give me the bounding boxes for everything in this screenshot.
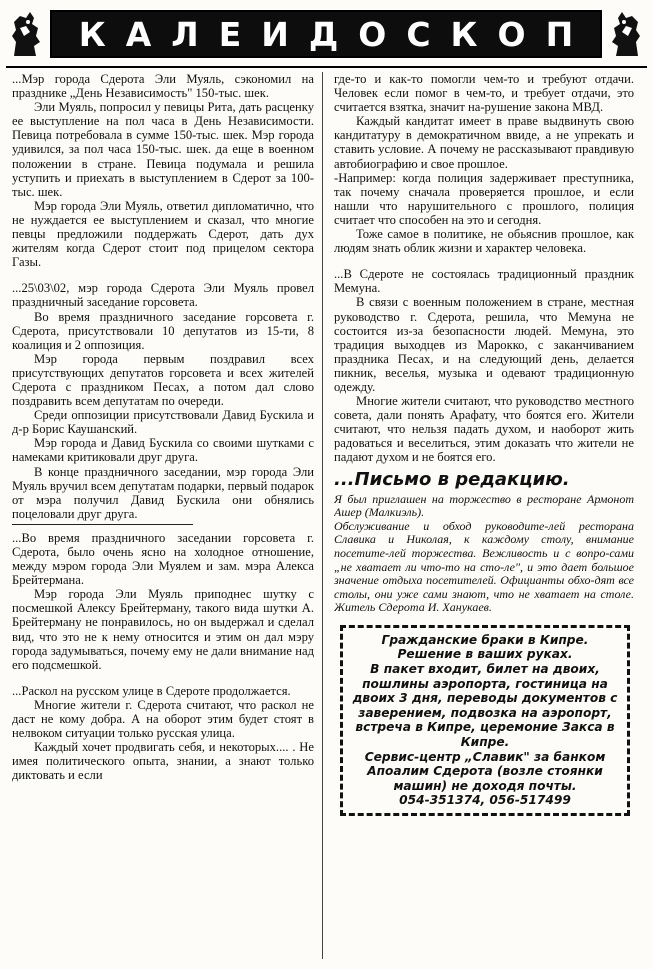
- letter-paragraph: Я был приглашен на торжество в ресторане Армонот Ашер (Малкиэль).: [334, 491, 634, 520]
- heraldic-lion-icon: [6, 8, 46, 60]
- masthead-rule: [6, 66, 647, 68]
- masthead-banner: [50, 10, 602, 58]
- paragraph: ...Мэр города Сдерота Эли Муяль, сэкономил на празднике „День Независимость" 150-тыс. шек.: [12, 72, 314, 101]
- masthead: [6, 4, 646, 66]
- paragraph: Во время праздничного заседание горсовета г. Сдерота, присутствовали 10 депутатов из 15-ти, 8 коалиция и 2 оппозиция.: [12, 309, 314, 352]
- letter-section: [334, 469, 634, 615]
- paragraph: Эли Муяль, попросил у певицы Рита, дать расценку ее выступление на пол часа в День Независимости. Певица потребовала в сумме 150-тыс. шек. Мэр города удивился, за пол часа 150-тыс. шек. да еще в военном положении в стране. Певица подумала и решила уступить и приехать в выступлением в Сдерот за 100-тыс. шек.: [12, 100, 314, 199]
- paragraph: Многие жители считают, что руководство местного совета, дали понять Арафату, что боятся его. Жители считают, что нельзя падать духом, и наоборот жить радоваться и веселиться, этим доказать что жители не падают духом и не боятся его.: [334, 394, 634, 465]
- paragraph: Каждый хочет продвигать себя, и некоторых.... . Не имея политического опыта, знании, а знают только диктовать и если: [12, 740, 314, 783]
- advertisement-box: [340, 625, 630, 816]
- right-column: [334, 72, 634, 963]
- paragraph: Среди оппозиции присутствовали Давид Бускила и д-р Борис Каушанский.: [12, 408, 314, 437]
- column-divider: [322, 72, 323, 959]
- paragraph: ...25\03\02, мэр города Сдерота Эли Муяль провел праздничный заседание горсовета.: [12, 281, 314, 310]
- left-column: [12, 72, 314, 963]
- letter-title: ...Письмо в редакцию.: [334, 468, 570, 490]
- paragraph: Многие жители г. Сдерота считают, что раскол не даст не кому добра. А на оборот этим будет стоят в нелвоком ситуации только русская улица.: [12, 697, 314, 741]
- paragraph: Каждый кандитат имеет в праве выдвинуть свою кандитатуру в демократичном ввиде, а не упрекать и ставить условие. А почему не рассказывают правдивую автобиографию и свое прошлое.: [334, 114, 634, 171]
- paragraph: Мэр города Эли Муяль приподнес шутку с посмешкой Алексу Брейтерману, такого вида шутки А. Брейтерману не понравилось, но он выдержал и сделал вид, что это не к нему относится и этим он дал мэру города задумываться, почему ему не дали внимание над его подсмешкой.: [12, 587, 314, 672]
- paragraph: Мэр города и Давид Бускила со своими шутками с намеками критиковали друг друга.: [12, 436, 314, 465]
- paragraph: В связи с военным положением в стране, местная руководство г. Сдерота, решила, что Мемуна не состоится из-за безопасности людей. Мемуна, это традиция выходцев из Марокко, с заканчиванием праздника Песах, и на следующий день, делается пикник, веселья, музыка и одевают традиционную одежду.: [334, 295, 634, 394]
- ad-body: В пакет входит, билет на двоих, пошлины аэропорта, гостиница на двоих 3 дня, переводы документов с заверением, подвозка на аэропорт, встреча в Кипре, церемоние Закса в Кипре.: [352, 662, 618, 750]
- ad-phones: 054-351374, 056-517499: [399, 793, 571, 808]
- heraldic-lion-icon: [606, 8, 646, 60]
- paragraph: -Например: когда полиция задерживает преступника, так почему сначала проверяется прошлое, и если нашли что нарушительного с прошлого, полиция считает что способен на это и сегодня.: [334, 170, 634, 227]
- paragraph: ...Раскол на русском улице в Сдероте продолжается.: [12, 683, 291, 698]
- section-rule: [12, 524, 193, 525]
- paragraph: ...В Сдероте не состоялась традиционный праздник Мемуна.: [334, 267, 634, 296]
- masthead-title: КАЛЕИДОСКОП: [78, 14, 594, 54]
- letter-paragraph: Обслуживание и обход руководите-лей ресторана Славика и Николая, к каждому столу, внимание посетите-лей торжества. Вежливость и с вопро-сами „не хватает ли что-то на сто-ле", и это дает большое значение отдыха посетителей. Официанты обхо-дят все столы, они уже сами знают, что не хватает на столе. Житель Сдерота И. Ханукаев.: [334, 518, 634, 615]
- ad-subheadline: Решение в ваших руках.: [397, 647, 573, 662]
- paragraph: В конце праздничного заседании, мэр города Эли Муяль вручил всем депутатам подарки, первый подарок от мэра получил Давид Бускила они обнялись поцеловали друг друга.: [12, 464, 314, 521]
- paragraph: где-то и как-то помогли чем-то и требуют отдачи. Человек если помог в чем-то, и требует отдачи, это считается взятка, значит на-рушение закона МВД.: [334, 72, 634, 115]
- ad-contact: Сервис-центр „Славик" за банком Апоалим Сдерота (возле стоянки машин) не доходя почты.: [364, 749, 606, 793]
- paragraph: ...Во время праздничного заседании горсовета г. Сдерота, было очень ясно на холодное отношение, между мэром города Эли Муялем и зам. мэра Алекса Брейтермана.: [12, 530, 314, 588]
- ad-headline: Гражданские браки в Кипре.: [381, 632, 589, 647]
- paragraph: Мэр города Эли Муяль, ответил дипломатично, что не нуждается ее выступлением и сказал, что многие певцы предложили поддержать Сдерот, дать дух жителям когда Сдерот стоит под прицелом сектора Газы.: [12, 198, 314, 270]
- paragraph: Мэр города первым поздравил всех присутствующих депутатов горсовета и всех жителей Сдерота с праздником Песах, а потом дал слово поздравить всем депутатам по очереди.: [12, 351, 314, 409]
- paragraph: Тоже самое в политике, не обьяснив прошлое, как людям знать облик жизни и характер человека.: [334, 227, 634, 256]
